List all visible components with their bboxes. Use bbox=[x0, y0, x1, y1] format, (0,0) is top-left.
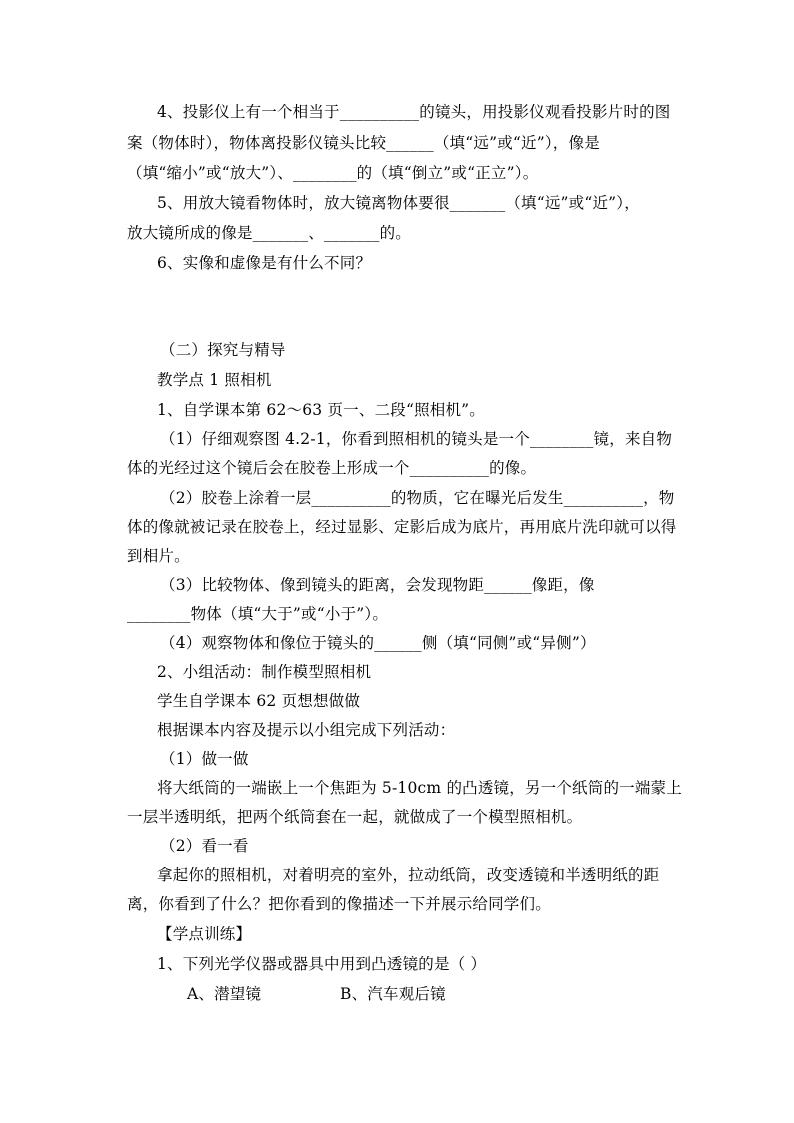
teaching-point-title: 教学点 1 照相机 bbox=[157, 371, 272, 389]
question-4-line-3: （填“缩小”或“放大”）、________的（填“倒立”或“正立”）。 bbox=[127, 164, 539, 182]
practice-heading: 【学点训练】 bbox=[157, 925, 252, 943]
item-1-1-line-1: （1）仔细观察图 4.2-1，你看到照相机的镜头是一个________镜，来自物 bbox=[160, 430, 673, 448]
practice-question-1: 1、下列光学仪器或器具中用到凸透镜的是（ ） bbox=[157, 955, 487, 973]
item-1-2-line-3: 到相片。 bbox=[127, 547, 190, 565]
question-5-line-1: 5、用放大镜看物体时，放大镜离物体要很_______（填“远”或“近”）， bbox=[157, 194, 640, 212]
item-1-2-line-1: （2）胶卷上涂着一层__________的物质，它在曝光后发生__________，物 bbox=[160, 489, 675, 507]
section-heading: （二）探究与精导 bbox=[160, 341, 286, 359]
self-study-note: 学生自学课本 62 页想想做做 bbox=[157, 692, 361, 710]
activity-look-line-2: 离，你看到了什么？把你看到的像描述一下并展示给同学们。 bbox=[127, 895, 551, 913]
item-1-3-line-1: （3）比较物体、像到镜头的距离，会发现物距______像距，像 bbox=[160, 576, 595, 594]
activity-do-line-2: 一层半透明纸，把两个纸筒套在一起，就做成了一个模型照相机。 bbox=[127, 808, 583, 826]
activity-instruction: 根据课本内容及提示以小组完成下列活动： bbox=[157, 721, 456, 739]
item-1-3-line-2: ________物体（填“大于”或“小于”）。 bbox=[127, 605, 389, 623]
question-4-line-2: 案（物体时），物体离投影仪镜头比较______（填“远”或“近”），像是 bbox=[127, 134, 600, 152]
activity-do-line-1: 将大纸筒的一端嵌上一个焦距为 5-10cm 的凸透镜，另一个纸筒的一端蒙上 bbox=[157, 779, 682, 797]
activity-look-heading: （2）看一看 bbox=[160, 837, 249, 855]
activity-do-heading: （1）做一做 bbox=[160, 750, 249, 768]
item-1-4: （4）观察物体和像位于镜头的______侧（填“同侧”或“异侧”） bbox=[160, 634, 596, 652]
item-1-2-line-2: 体的像就被记录在胶卷上，经过显影、定影后成为底片，再用底片洗印就可以得 bbox=[127, 518, 677, 536]
option-b: B、汽车观后镜 bbox=[340, 985, 446, 1003]
item-1-1-line-2: 体的光经过这个镜后会在胶卷上形成一个__________的像。 bbox=[127, 459, 537, 477]
question-6: 6、实像和虚像是有什么不同？ bbox=[157, 254, 372, 272]
question-5-line-2: 放大镜所成的像是_______、_______的。 bbox=[127, 224, 412, 242]
activity-look-line-1: 拿起你的照相机，对着明亮的室外，拉动纸筒，改变透镜和半透明纸的距 bbox=[157, 866, 660, 884]
item-1-heading: 1、自学课本第 62～63 页一、二段“照相机”。 bbox=[157, 401, 486, 419]
option-a: A、潜望镜 bbox=[187, 985, 262, 1003]
question-4-line-1: 4、投影仪上有一个相当于__________的镜头，用投影仪观看投影片时的图 bbox=[157, 103, 671, 121]
item-2-heading: 2、小组活动：制作模型照相机 bbox=[157, 663, 372, 681]
